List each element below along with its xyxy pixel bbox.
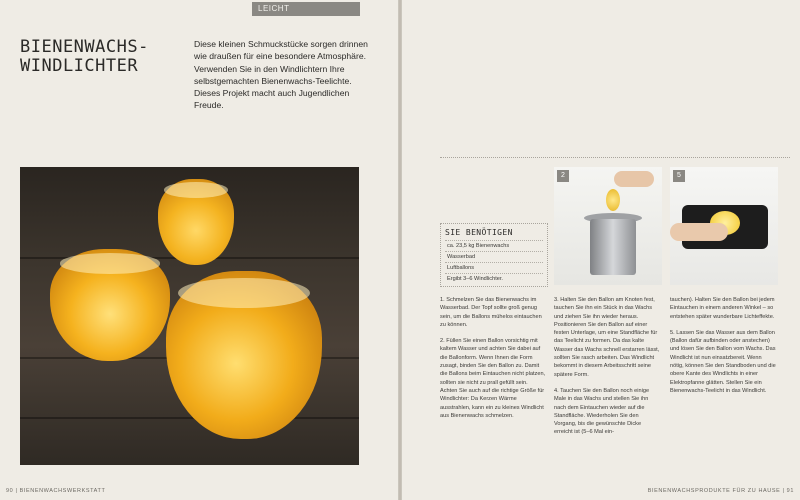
left-page — [0, 0, 398, 500]
section-tab: LEICHT — [252, 2, 360, 16]
materials-item: Ergibt 3–6 Windlichter. — [445, 273, 543, 284]
step-number: 2 — [557, 170, 569, 182]
materials-item: Wasserbad — [445, 251, 543, 262]
materials-heading: SIE BENÖTIGEN — [445, 228, 513, 237]
text-column-1 — [440, 296, 546, 428]
hand-illustration — [614, 171, 654, 187]
lantern-rim — [164, 182, 228, 197]
wax-lantern-large — [166, 271, 322, 439]
title-line-1: BIENENWACHS- — [20, 37, 149, 57]
paragraph: 1. Schmelzen Sie das Bienenwachs im Wasserbad. Der Topf sollte groß genug sein, um die Ballons mühelos eintauchen zu können. — [440, 297, 542, 328]
dotted-divider — [440, 157, 790, 158]
text-column-2 — [554, 296, 660, 445]
wax-lantern-medium — [50, 249, 170, 361]
paragraph: 2. Füllen Sie einen Ballon vorsichtig mit kaltem Wasser und achten Sie dabei auf die Ballonform. Wenn Ihnen die Form zusagt, binden Sie den Ballon zu. Damit die Ballons beim Eintauchen nicht platzen, sollten sie nicht zu prall gefüllt sein. Achten Sie auch auf die richtige Größe für Windlichter: Da Kerzen Wärme ausstrahlen, kann ein zu kleines Windlicht aus Bienenwachs schmelzen. — [440, 338, 546, 419]
step-number: 5 — [673, 170, 685, 182]
intro-text: Diese kleinen Schmuckstücke sorgen drinnen wie draußen für eine besondere Atmosphäre. Verwenden Sie in den Windlichtern Ihre selbstgemachten Bienenwachs-Teelichte. Dieses Projekt macht auch Jugendlichen Freude. — [194, 39, 368, 111]
step-photo-5 — [670, 167, 778, 285]
materials-item: ca. 23,5 kg Bienenwachs — [445, 240, 543, 251]
lantern-rim — [178, 278, 309, 308]
wax-lantern-small — [158, 179, 234, 265]
pot-illustration — [590, 219, 636, 275]
paragraph: 4. Tauchen Sie den Ballon noch einige Male in das Wachs und stellen Sie ihn nach dem Eintauchen wieder auf die Standfläche. Wiederholen Sie den Vorgang, bis die gewünschte Dicke erreicht ist (5–6 Mal ein- — [554, 387, 650, 436]
text-column-3 — [670, 296, 776, 403]
materials-item: Luftballons — [445, 262, 543, 273]
board-line — [20, 417, 359, 419]
page-folio-left: 90 | BIENENWACHSWERKSTATT — [6, 488, 106, 494]
lantern-rim — [60, 253, 161, 273]
candle-photo — [20, 167, 359, 465]
right-page — [402, 0, 800, 500]
paragraph: tauchen). Halten Sie den Ballon bei jedem Eintauchen in einem anderen Winkel – so entstehen später wunderbare Lichteffekte. — [670, 297, 775, 320]
paragraph: 5. Lassen Sie das Wasser aus dem Ballon (Ballon dafür aufbinden oder anstechen) und lösen Sie den Ballon vom Wachs. Das Windlicht ist nun einsatzbereit. Wenn nötig, können Sie den Standboden und die obere Kante des Windlichts in einer Elektropfanne glätten. Stellen Sie ein Bienenwachs-Teelicht in das Windlicht. — [670, 329, 776, 394]
page-folio-right: BIENENWACHSPRODUKTE FÜR ZU HAUSE | 91 — [647, 488, 794, 494]
arm-illustration — [670, 223, 728, 241]
materials-box — [440, 223, 548, 287]
title-line-2: WINDLICHTER — [20, 56, 139, 76]
paragraph: 3. Halten Sie den Ballon am Knoten fest, tauchen Sie ihn ein Stück in das Wachs und ziehen Sie ihn wieder heraus. Positionieren Sie den Ballon auf einer festen Unterlage, um eine Standfläche für das Teelicht zu formen. Da das kalte Wasser das Wachs schnell erstarren lässt, sollten Sie rasch arbeiten. Das Windlicht bekommt in diesem Arbeitsschritt seine spätere Form. — [554, 297, 660, 378]
step-photo-2 — [554, 167, 662, 285]
balloon-illustration — [606, 189, 620, 211]
page-title — [20, 38, 180, 76]
